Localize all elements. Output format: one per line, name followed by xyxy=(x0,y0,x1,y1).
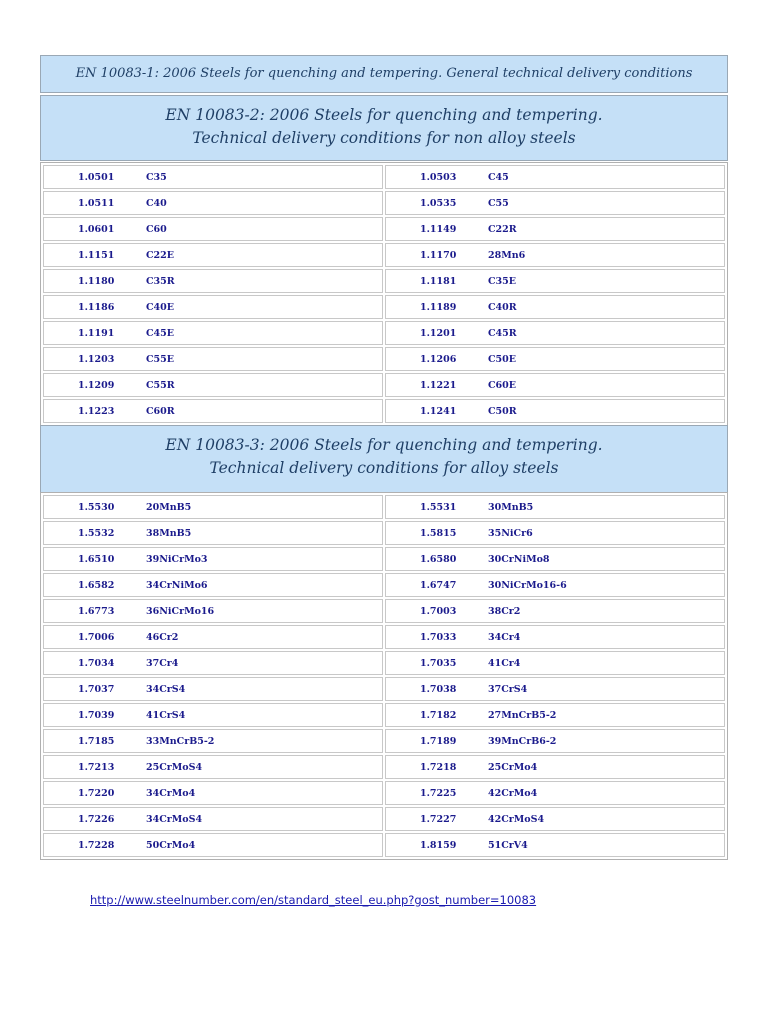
grade-cell xyxy=(43,729,383,753)
grade-cell xyxy=(43,547,383,571)
steel-number: 1.8159 xyxy=(420,839,457,851)
steel-number: 1.7037 xyxy=(78,683,115,695)
steel-number: 1.7034 xyxy=(78,657,115,669)
steel-grade: 34CrMoS4 xyxy=(146,813,203,825)
steel-grade: C45 xyxy=(488,171,509,183)
steel-number: 1.7228 xyxy=(78,839,115,851)
grade-cell xyxy=(385,677,725,701)
table-row xyxy=(43,295,725,319)
table-row xyxy=(43,781,725,805)
section-heading-line-2: Technical delivery conditions for alloy steels xyxy=(209,459,559,477)
table-row xyxy=(43,677,725,701)
grade-cell xyxy=(43,373,383,397)
steel-grade: 39MnCrB6-2 xyxy=(488,735,557,747)
steel-number: 1.1181 xyxy=(420,275,457,287)
table-row xyxy=(43,269,725,293)
steel-number: 1.1241 xyxy=(420,405,457,417)
grade-cell xyxy=(385,165,725,189)
table-row xyxy=(43,625,725,649)
source-link[interactable]: http://www.steelnumber.com/en/standard_steel_eu.php?gost_number=10083 xyxy=(90,893,537,907)
table-row xyxy=(43,807,725,831)
steel-number: 1.1221 xyxy=(420,379,457,391)
grade-cell xyxy=(43,755,383,779)
steel-number: 1.1223 xyxy=(78,405,115,417)
steel-number: 1.1149 xyxy=(420,223,457,235)
steel-grade: C50E xyxy=(488,353,517,365)
steel-number: 1.1170 xyxy=(420,249,457,261)
steel-number: 1.7006 xyxy=(78,631,115,643)
steel-grade: 34CrMo4 xyxy=(146,787,196,799)
grade-cell xyxy=(385,347,725,371)
steel-number: 1.7185 xyxy=(78,735,115,747)
steel-grade: 34Cr4 xyxy=(488,631,521,643)
grade-cell xyxy=(385,729,725,753)
grade-cell xyxy=(43,781,383,805)
grade-cell xyxy=(385,191,725,215)
grade-cell xyxy=(43,677,383,701)
steel-grade: C60E xyxy=(488,379,517,391)
steel-number: 1.6510 xyxy=(78,553,115,565)
steel-grade: 20MnB5 xyxy=(146,501,192,513)
steel-grade: C45E xyxy=(146,327,175,339)
table-row xyxy=(43,755,725,779)
steel-grade: 25CrMo4 xyxy=(488,761,538,773)
grade-cell xyxy=(43,295,383,319)
section-heading-line-2: Technical delivery conditions for non alloy steels xyxy=(192,129,576,147)
grade-cell xyxy=(43,703,383,727)
grade-cell xyxy=(385,243,725,267)
steel-grade: 27MnCrB5-2 xyxy=(488,709,557,721)
section-heading-line-1: EN 10083-2: 2006 Steels for quenching and tempering. xyxy=(165,106,603,124)
table-row xyxy=(43,165,725,189)
non-alloy-steels-table xyxy=(40,162,728,426)
steel-grade: 30CrNiMo8 xyxy=(488,553,550,565)
steel-number: 1.7039 xyxy=(78,709,115,721)
section-header-en10083-2 xyxy=(40,95,728,161)
table-row xyxy=(43,191,725,215)
steel-grade: 42CrMoS4 xyxy=(488,813,545,825)
steel-grade: 38Cr2 xyxy=(488,605,521,617)
steel-grade: C55E xyxy=(146,353,175,365)
steel-grade: 30MnB5 xyxy=(488,501,534,513)
grade-cell xyxy=(43,347,383,371)
table-row xyxy=(43,547,725,571)
steel-number: 1.6773 xyxy=(78,605,115,617)
table-row xyxy=(43,373,725,397)
steel-number: 1.1151 xyxy=(78,249,115,261)
section-header-en10083-3 xyxy=(40,425,728,493)
steel-number: 1.1203 xyxy=(78,353,115,365)
grade-cell xyxy=(385,755,725,779)
steel-grade: C60R xyxy=(146,405,175,417)
steel-grade: C35R xyxy=(146,275,175,287)
page-title: EN 10083-1: 2006 Steels for quenching and tempering. General technical delivery conditions xyxy=(40,55,728,93)
table-row xyxy=(43,321,725,345)
grade-cell xyxy=(43,495,383,519)
grade-cell xyxy=(385,599,725,623)
steel-number: 1.7182 xyxy=(420,709,457,721)
steel-number: 1.7220 xyxy=(78,787,115,799)
steel-grade: 28Mn6 xyxy=(488,249,526,261)
steel-grade: C35 xyxy=(146,171,167,183)
steel-number: 1.1191 xyxy=(78,327,115,339)
table-row xyxy=(43,729,725,753)
steel-number: 1.7213 xyxy=(78,761,115,773)
grade-cell xyxy=(385,321,725,345)
table-row xyxy=(43,599,725,623)
grade-cell xyxy=(385,295,725,319)
grade-cell xyxy=(43,833,383,857)
steel-grade: C50R xyxy=(488,405,517,417)
steel-grade: 34CrNiMo6 xyxy=(146,579,208,591)
steel-number: 1.5531 xyxy=(420,501,457,513)
steel-number: 1.1186 xyxy=(78,301,115,313)
grade-cell xyxy=(385,781,725,805)
grade-cell xyxy=(43,191,383,215)
steel-grade: 33MnCrB5-2 xyxy=(146,735,215,747)
table-row xyxy=(43,703,725,727)
steel-grade: 42CrMo4 xyxy=(488,787,538,799)
steel-number: 1.1209 xyxy=(78,379,115,391)
steel-number: 1.1189 xyxy=(420,301,457,313)
table-row xyxy=(43,399,725,423)
steel-number: 1.7226 xyxy=(78,813,115,825)
grade-cell xyxy=(43,625,383,649)
grade-cell xyxy=(43,651,383,675)
grade-cell xyxy=(385,807,725,831)
steel-number: 1.1206 xyxy=(420,353,457,365)
steel-number: 1.5815 xyxy=(420,527,457,539)
grade-cell xyxy=(385,495,725,519)
grade-cell xyxy=(43,807,383,831)
steel-grade: 50CrMo4 xyxy=(146,839,196,851)
steel-number: 1.6747 xyxy=(420,579,457,591)
steel-number: 1.7035 xyxy=(420,657,457,669)
steel-grade: 38MnB5 xyxy=(146,527,192,539)
grade-cell xyxy=(43,321,383,345)
grade-cell xyxy=(43,217,383,241)
grade-cell xyxy=(385,573,725,597)
steel-grade: C22R xyxy=(488,223,517,235)
steel-grade: 51CrV4 xyxy=(488,839,528,851)
steel-grade: 41CrS4 xyxy=(146,709,186,721)
steel-number: 1.6580 xyxy=(420,553,457,565)
grade-cell xyxy=(385,521,725,545)
steel-number: 1.7033 xyxy=(420,631,457,643)
steel-grade: 25CrMoS4 xyxy=(146,761,203,773)
steel-grade: C60 xyxy=(146,223,167,235)
grade-cell xyxy=(43,269,383,293)
steel-grade: 34CrS4 xyxy=(146,683,186,695)
table-row xyxy=(43,651,725,675)
table-row xyxy=(43,495,725,519)
steel-number: 1.0601 xyxy=(78,223,115,235)
steel-number: 1.0511 xyxy=(78,197,115,209)
steel-number: 1.7225 xyxy=(420,787,457,799)
grade-cell xyxy=(43,399,383,423)
table-row xyxy=(43,521,725,545)
steel-number: 1.7218 xyxy=(420,761,457,773)
steel-grade: C40 xyxy=(146,197,167,209)
steel-number: 1.1201 xyxy=(420,327,457,339)
steel-number: 1.7038 xyxy=(420,683,457,695)
steel-number: 1.1180 xyxy=(78,275,115,287)
steel-grade: C45R xyxy=(488,327,517,339)
table-row xyxy=(43,833,725,857)
table-row xyxy=(43,573,725,597)
grade-cell xyxy=(43,521,383,545)
grade-cell xyxy=(385,625,725,649)
steel-grade: 37Cr4 xyxy=(146,657,179,669)
grade-cell xyxy=(385,651,725,675)
steel-number: 1.7227 xyxy=(420,813,457,825)
grade-cell xyxy=(43,573,383,597)
grade-cell xyxy=(385,373,725,397)
grade-cell xyxy=(385,833,725,857)
steel-grade: 36NiCrMo16 xyxy=(146,605,215,617)
steel-number: 1.0501 xyxy=(78,171,115,183)
steel-grade: C22E xyxy=(146,249,175,261)
steel-grade: 30NiCrMo16-6 xyxy=(488,579,567,591)
steel-grade: 39NiCrMo3 xyxy=(146,553,208,565)
steel-grade: 35NiCr6 xyxy=(488,527,533,539)
steel-grade: C40R xyxy=(488,301,517,313)
steel-grade: 41Cr4 xyxy=(488,657,521,669)
table-row xyxy=(43,243,725,267)
grade-cell xyxy=(385,547,725,571)
steel-number: 1.0503 xyxy=(420,171,457,183)
steel-number: 1.0535 xyxy=(420,197,457,209)
steel-grade: C35E xyxy=(488,275,517,287)
steel-number: 1.5532 xyxy=(78,527,115,539)
steel-number: 1.7003 xyxy=(420,605,457,617)
table-row xyxy=(43,347,725,371)
grade-cell xyxy=(385,217,725,241)
grade-cell xyxy=(385,703,725,727)
grade-cell xyxy=(385,269,725,293)
grade-cell xyxy=(43,599,383,623)
steel-grade: 46Cr2 xyxy=(146,631,179,643)
grade-cell xyxy=(43,165,383,189)
table-row xyxy=(43,217,725,241)
grade-cell xyxy=(43,243,383,267)
steel-grade: C55 xyxy=(488,197,509,209)
steel-number: 1.6582 xyxy=(78,579,115,591)
steel-grade: 37CrS4 xyxy=(488,683,528,695)
steel-grade: C40E xyxy=(146,301,175,313)
steel-number: 1.5530 xyxy=(78,501,115,513)
grade-cell xyxy=(385,399,725,423)
section-heading-line-1: EN 10083-3: 2006 Steels for quenching and tempering. xyxy=(165,436,603,454)
alloy-steels-table xyxy=(40,492,728,860)
steel-grade: C55R xyxy=(146,379,175,391)
steel-number: 1.7189 xyxy=(420,735,457,747)
